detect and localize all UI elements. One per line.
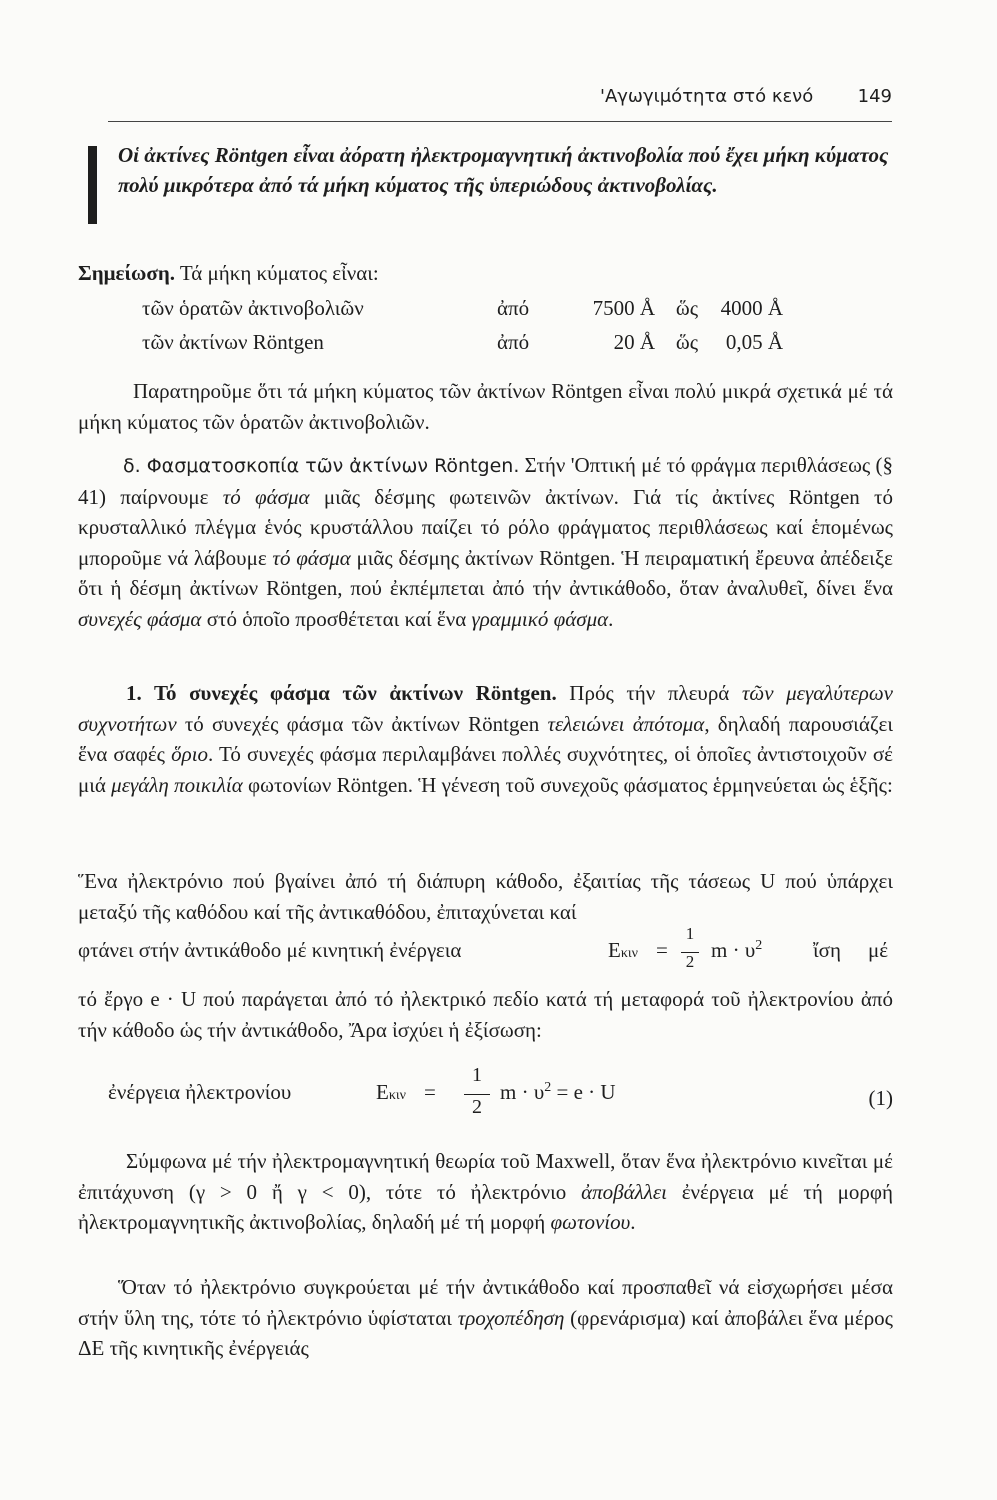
section-d-text: Στήν 'Οπτική μέ τό φράγμα περιθλάσεως (§ 41) παίρνουμε bbox=[78, 453, 894, 509]
collision-italic: τροχοπέδηση bbox=[457, 1305, 565, 1330]
equation-fraction-bar bbox=[464, 1094, 490, 1095]
energy-symbol bbox=[608, 938, 638, 963]
kinetic-energy-line bbox=[78, 924, 893, 978]
equation-e: E bbox=[376, 1080, 389, 1104]
note-intro-text: Τά μήκη κύματος εἶναι: bbox=[175, 261, 379, 285]
page-header bbox=[600, 86, 892, 107]
maxwell-text: ἐνέργεια μέ τή μορφή ἠλεκτρομαγνητικῆς ἀκτινοβολίας, δηλαδή μέ τή μορφή bbox=[78, 1179, 893, 1234]
fraction-denominator: 2 bbox=[685, 952, 695, 971]
collision-text: (φρενάρισμα) καί ἀποβάλει ἕνα μέρος ΔE τῆς κινητικῆς ἐνέργειάς bbox=[78, 1305, 893, 1360]
section-d-text: μιᾶς δέσμης φωτεινῶν ἀκτίνων. Γιά τίς ἀκτίνες Röntgen τό κρυσταλλικό πλέγμα ἑνός κρυστάλλου παίζει τό ρόλο φράγματος περιθλάσεως καί ἑπομένως μποροῦμε νά λάβουμε bbox=[78, 484, 893, 570]
velocity-exponent: 2 bbox=[755, 938, 763, 953]
section-1-text: τό συνεχές φάσμα τῶν ἀκτίνων Röntgen bbox=[176, 711, 548, 736]
mass-velocity bbox=[711, 938, 762, 963]
section-1-italic: τῶν μεγαλύτερων συχνοτήτων bbox=[78, 681, 893, 736]
equation-equals: = bbox=[424, 1080, 436, 1104]
paragraph-observation: Παρατηροῦμε ὅτι τά μήκη κύματος τῶν ἀκτίνων Röntgen εἶναι πολύ μικρά σχετικά μέ τά μήκη κύματος τῶν ὁρατῶν ἀκτινοβολιῶν. bbox=[78, 379, 893, 434]
wavelength-table bbox=[142, 296, 783, 364]
section-1-heading: 1. Τό συνεχές φάσμα τῶν ἀκτίνων Röntgen. bbox=[126, 681, 557, 705]
equation-denominator: 2 bbox=[472, 1096, 482, 1118]
paragraph-electron: Ἕνα ἠλεκτρόνιο πού βγαίνει ἀπό τή διάπυρη κάθοδο, ἐξαιτίας τῆς τάσεως U πού ὑπάρχει μεταξύ τῆς καθόδου καί τῆς ἀντικαθόδου, ἐπιταχύνεται καί bbox=[78, 869, 893, 924]
highlight-bar bbox=[88, 146, 97, 224]
note-intro bbox=[78, 258, 893, 289]
section-1-italic: τελειώνει ἀπότομα bbox=[547, 711, 705, 736]
equation-energy bbox=[376, 1080, 406, 1105]
section-d bbox=[78, 450, 893, 634]
section-d-text: . bbox=[608, 606, 614, 631]
wl-from: ἀπό bbox=[497, 296, 530, 320]
fraction-numerator: 1 bbox=[685, 924, 695, 943]
equation-subscript: κιν bbox=[388, 1088, 406, 1103]
section-1-text: , δηλαδή παρουσιάζει ἕνα σαφές bbox=[78, 711, 893, 766]
collision-text: Ὅταν τό ἠλεκτρόνιο συγκρούεται μέ τήν ἀντικάθοδο καί προσπαθεῖ νά εἰσχωρήσει μέσα στήν ὕλη της, τότε τό ἠλεκτρόνιο ὑφίσταται bbox=[78, 1275, 893, 1330]
section-1-italic: μεγάλη ποικιλία bbox=[111, 772, 243, 797]
wl-start: 7500 Å bbox=[592, 296, 655, 320]
section-d-italic: τό φάσμα bbox=[272, 545, 351, 570]
equation-1 bbox=[108, 1064, 893, 1124]
equation-numerator: 1 bbox=[472, 1064, 482, 1086]
maxwell-italic: ἀποβάλλει bbox=[581, 1179, 667, 1204]
section-d-italic: γραμμικό φάσμα bbox=[471, 606, 609, 631]
maxwell-text: . bbox=[630, 1210, 636, 1234]
equation-number: (1) bbox=[868, 1086, 893, 1110]
wl-end: 0,05 Å bbox=[725, 330, 783, 354]
maxwell-italic: φωτονίου bbox=[550, 1210, 631, 1234]
section-1-italic: ὅριο bbox=[171, 742, 209, 766]
equal-word: ἴση bbox=[813, 938, 841, 962]
header-rule bbox=[108, 121, 892, 122]
note-label: Σημείωση. bbox=[78, 261, 175, 285]
equation-rhs-end: = e · U bbox=[556, 1080, 616, 1104]
page-number: 149 bbox=[857, 86, 892, 107]
equation-exponent: 2 bbox=[544, 1080, 552, 1095]
equals-sign: = bbox=[656, 938, 668, 962]
running-title: 'Αγωγιμότητα στό κενό bbox=[600, 86, 814, 107]
section-1 bbox=[78, 678, 893, 800]
paragraph-collision bbox=[78, 1272, 893, 1364]
wl-start: 20 Å bbox=[613, 330, 655, 354]
section-1-text: . Τό συνεχές φάσμα περιλαμβάνει πολλές συχνότητες, οἱ ὁποῖες ἀντιστοιχοῦν σέ μιά bbox=[78, 742, 893, 797]
with-word: μέ bbox=[868, 938, 889, 962]
wl-to: ὥς bbox=[675, 296, 699, 320]
paragraph-work: τό ἔργο e · U πού παράγεται ἀπό τό ἠλεκτρικό πεδίο κατά τή μεταφορά τοῦ ἠλεκτρονίου ἀπό τήν κάθοδο ὡς τήν ἀντικάθοδο, Ἄρα ἰσχύει ἡ ἐξίσωση: bbox=[78, 987, 893, 1042]
kinetic-energy-text: φτάνει στήν ἀντικάθοδο μέ κινητική ἐνέργεια bbox=[78, 938, 462, 962]
wl-to: ὥς bbox=[675, 330, 699, 354]
section-d-heading: δ. Φασματοσκοπία τῶν ἀκτίνων Röntgen. bbox=[123, 455, 520, 477]
energy-subscript: κιν bbox=[620, 946, 638, 961]
section-d-text: μιᾶς δέσμης ἀκτίνων Röntgen. Ἡ πειραματική ἔρευνα ἀπέδειξε ὅτι ἡ δέσμη ἀκτίνων Röntgen, πού ἐκπέμπεται ἀπό τήν ἀντικάθοδο, ὅταν ἀναλυθεῖ, δίνει ἕνα bbox=[78, 545, 893, 600]
maxwell-text: Σύμφωνα μέ τήν ἠλεκτρομαγνητική θεωρία τοῦ Maxwell, ὅταν ἕνα ἠλεκτρόνιο κινεῖται μέ ἐπιτάχυνση (γ > 0 ἤ γ < 0), τότε τό ἠλεκτρόνιο bbox=[78, 1149, 893, 1204]
equation-rhs bbox=[500, 1080, 616, 1105]
wavelength-row bbox=[142, 330, 783, 364]
section-1-text: φωτονίων Röntgen. Ἡ γένεση τοῦ συνεχοῦς φάσματος ἑρμηνεύεται ὡς ἑξῆς: bbox=[242, 772, 893, 797]
wl-name: τῶν ὁρατῶν ἀκτινοβολιῶν bbox=[142, 296, 364, 320]
section-d-text: στό ὁποῖο προσθέτεται καί ἕνα bbox=[201, 606, 472, 631]
section-d-italic: τό φάσμα bbox=[222, 484, 310, 509]
wl-name: τῶν ἀκτίνων Röntgen bbox=[142, 330, 324, 354]
wavelength-row bbox=[142, 296, 783, 330]
section-d-italic: συνεχές φάσμα bbox=[78, 606, 202, 631]
energy-e: E bbox=[608, 938, 621, 962]
paragraph-maxwell bbox=[78, 1146, 893, 1238]
wl-from: ἀπό bbox=[497, 330, 530, 354]
equation-rhs-m: m · υ bbox=[500, 1080, 545, 1104]
equation-label: ἐνέργεια ἠλεκτρονίου bbox=[108, 1080, 292, 1104]
mass-velocity-text: m · υ bbox=[711, 938, 756, 962]
wl-end: 4000 Å bbox=[720, 296, 783, 320]
highlight-box: Οἱ ἀκτίνες Röntgen εἶναι ἀόρατη ἠλεκτρομαγνητική ἀκτινοβολία πού ἔχει μήκη κύματος πολύ μικρότερα ἀπό τά μήκη κύματος τῆς ὑπεριώδους ἀκτινοβολίας. bbox=[118, 143, 889, 197]
section-1-text: Πρός τήν πλευρά bbox=[556, 681, 742, 705]
